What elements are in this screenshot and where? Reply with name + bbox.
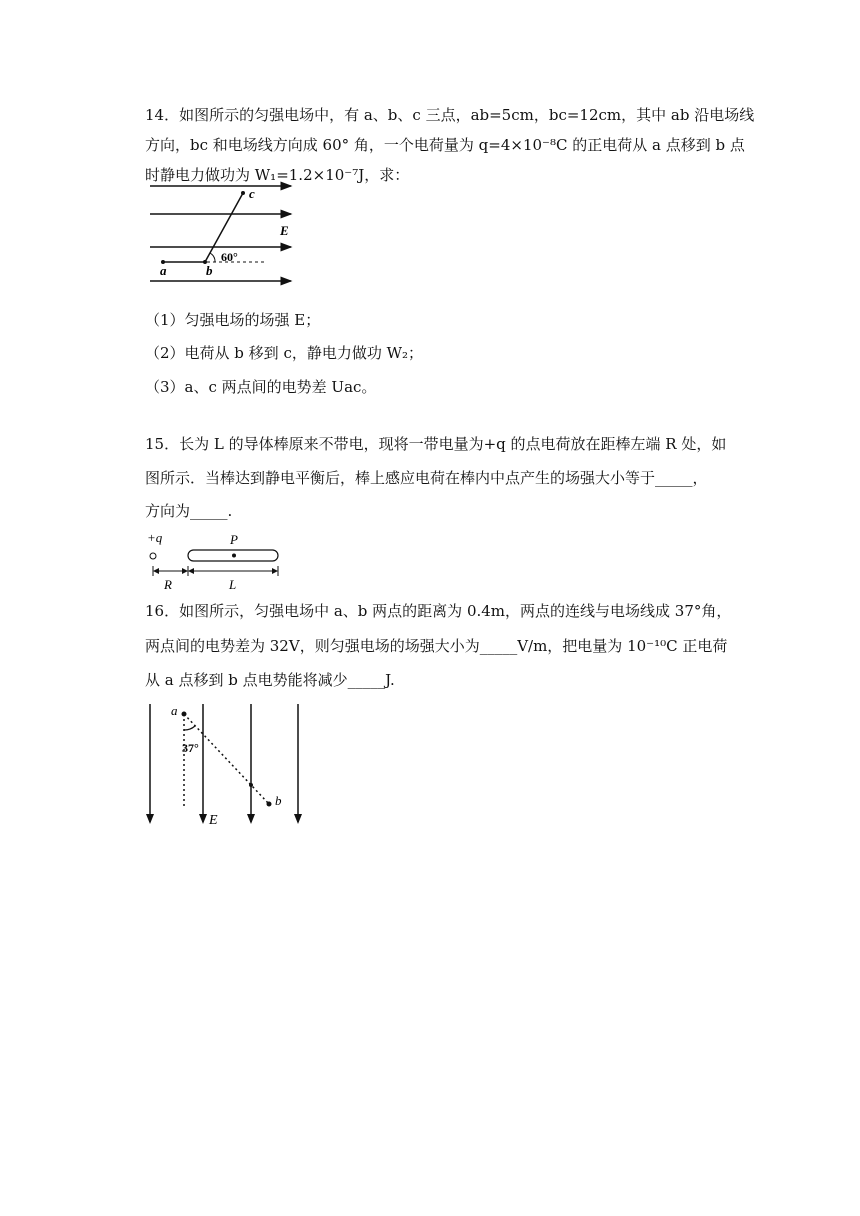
label-b: b: [275, 793, 282, 808]
point-charge: [150, 553, 156, 559]
label-a: a: [160, 263, 167, 278]
q14-line-3: 时静电力做功为 W₁=1.2×10⁻⁷J，求：: [145, 166, 410, 184]
label-angle: 60°: [221, 250, 238, 264]
point-a: [182, 712, 187, 717]
label-a: a: [171, 703, 178, 718]
q14-line-1: 14．如图所示的匀强电场中，有 a、b、c 三点，ab=5cm，bc=12cm，其中 ab 沿电场线: [145, 106, 755, 124]
q15-line-2: 图所示．当棒达到静电平衡后，棒上感应电荷在棒内中点产生的场强大小等于_____，: [145, 469, 708, 487]
q14-part-1: （1）匀强电场的场强 E；: [145, 311, 321, 329]
label-c: c: [249, 186, 255, 201]
angle-arc: [210, 253, 215, 262]
q14-figure: [145, 175, 305, 295]
q16-figure: [145, 700, 303, 830]
point-c: [241, 191, 245, 195]
label-E: E: [209, 813, 218, 828]
segment-ab: [184, 714, 269, 804]
q16-line-1: 16．如图所示，匀强电场中 a、b 两点的距离为 0.4m，两点的连线与电场线成 37°角，: [145, 602, 732, 620]
point-b: [267, 802, 272, 807]
q16-line-3: 从 a 点移到 b 点电势能将减少_____J.: [145, 671, 395, 689]
q15-line-3: 方向为_____.: [145, 502, 233, 520]
q15-figure: [145, 528, 295, 596]
q16-line-2: 两点间的电势差为 32V，则匀强电场的场强大小为_____V/m，把电量为 10⁻¹⁰C 正电荷: [145, 637, 728, 655]
q14-part-3: （3）a、c 两点间的电势差 Uac。: [145, 378, 377, 396]
label-L: L: [229, 577, 237, 592]
q14-line-2: 方向，bc 和电场线方向成 60° 角，一个电荷量为 q=4×10⁻⁸C 的正电荷从 a 点移到 b 点: [145, 136, 745, 154]
label-R: R: [164, 577, 172, 592]
label-q: +q: [147, 530, 163, 545]
q14-part-2: （2）电荷从 b 移到 c，静电力做功 W₂；: [145, 344, 424, 362]
q15-line-1: 15．长为 L 的导体棒原来不带电，现将一带电量为+q 的点电荷放在距棒左端 R 处，如: [145, 435, 727, 453]
point-P: [232, 554, 236, 558]
label-E: E: [280, 223, 289, 238]
intersect-point: [249, 783, 253, 787]
label-b: b: [206, 263, 213, 278]
angle-arc: [184, 726, 195, 730]
label-P: P: [230, 532, 238, 547]
label-angle: 37°: [182, 741, 199, 755]
